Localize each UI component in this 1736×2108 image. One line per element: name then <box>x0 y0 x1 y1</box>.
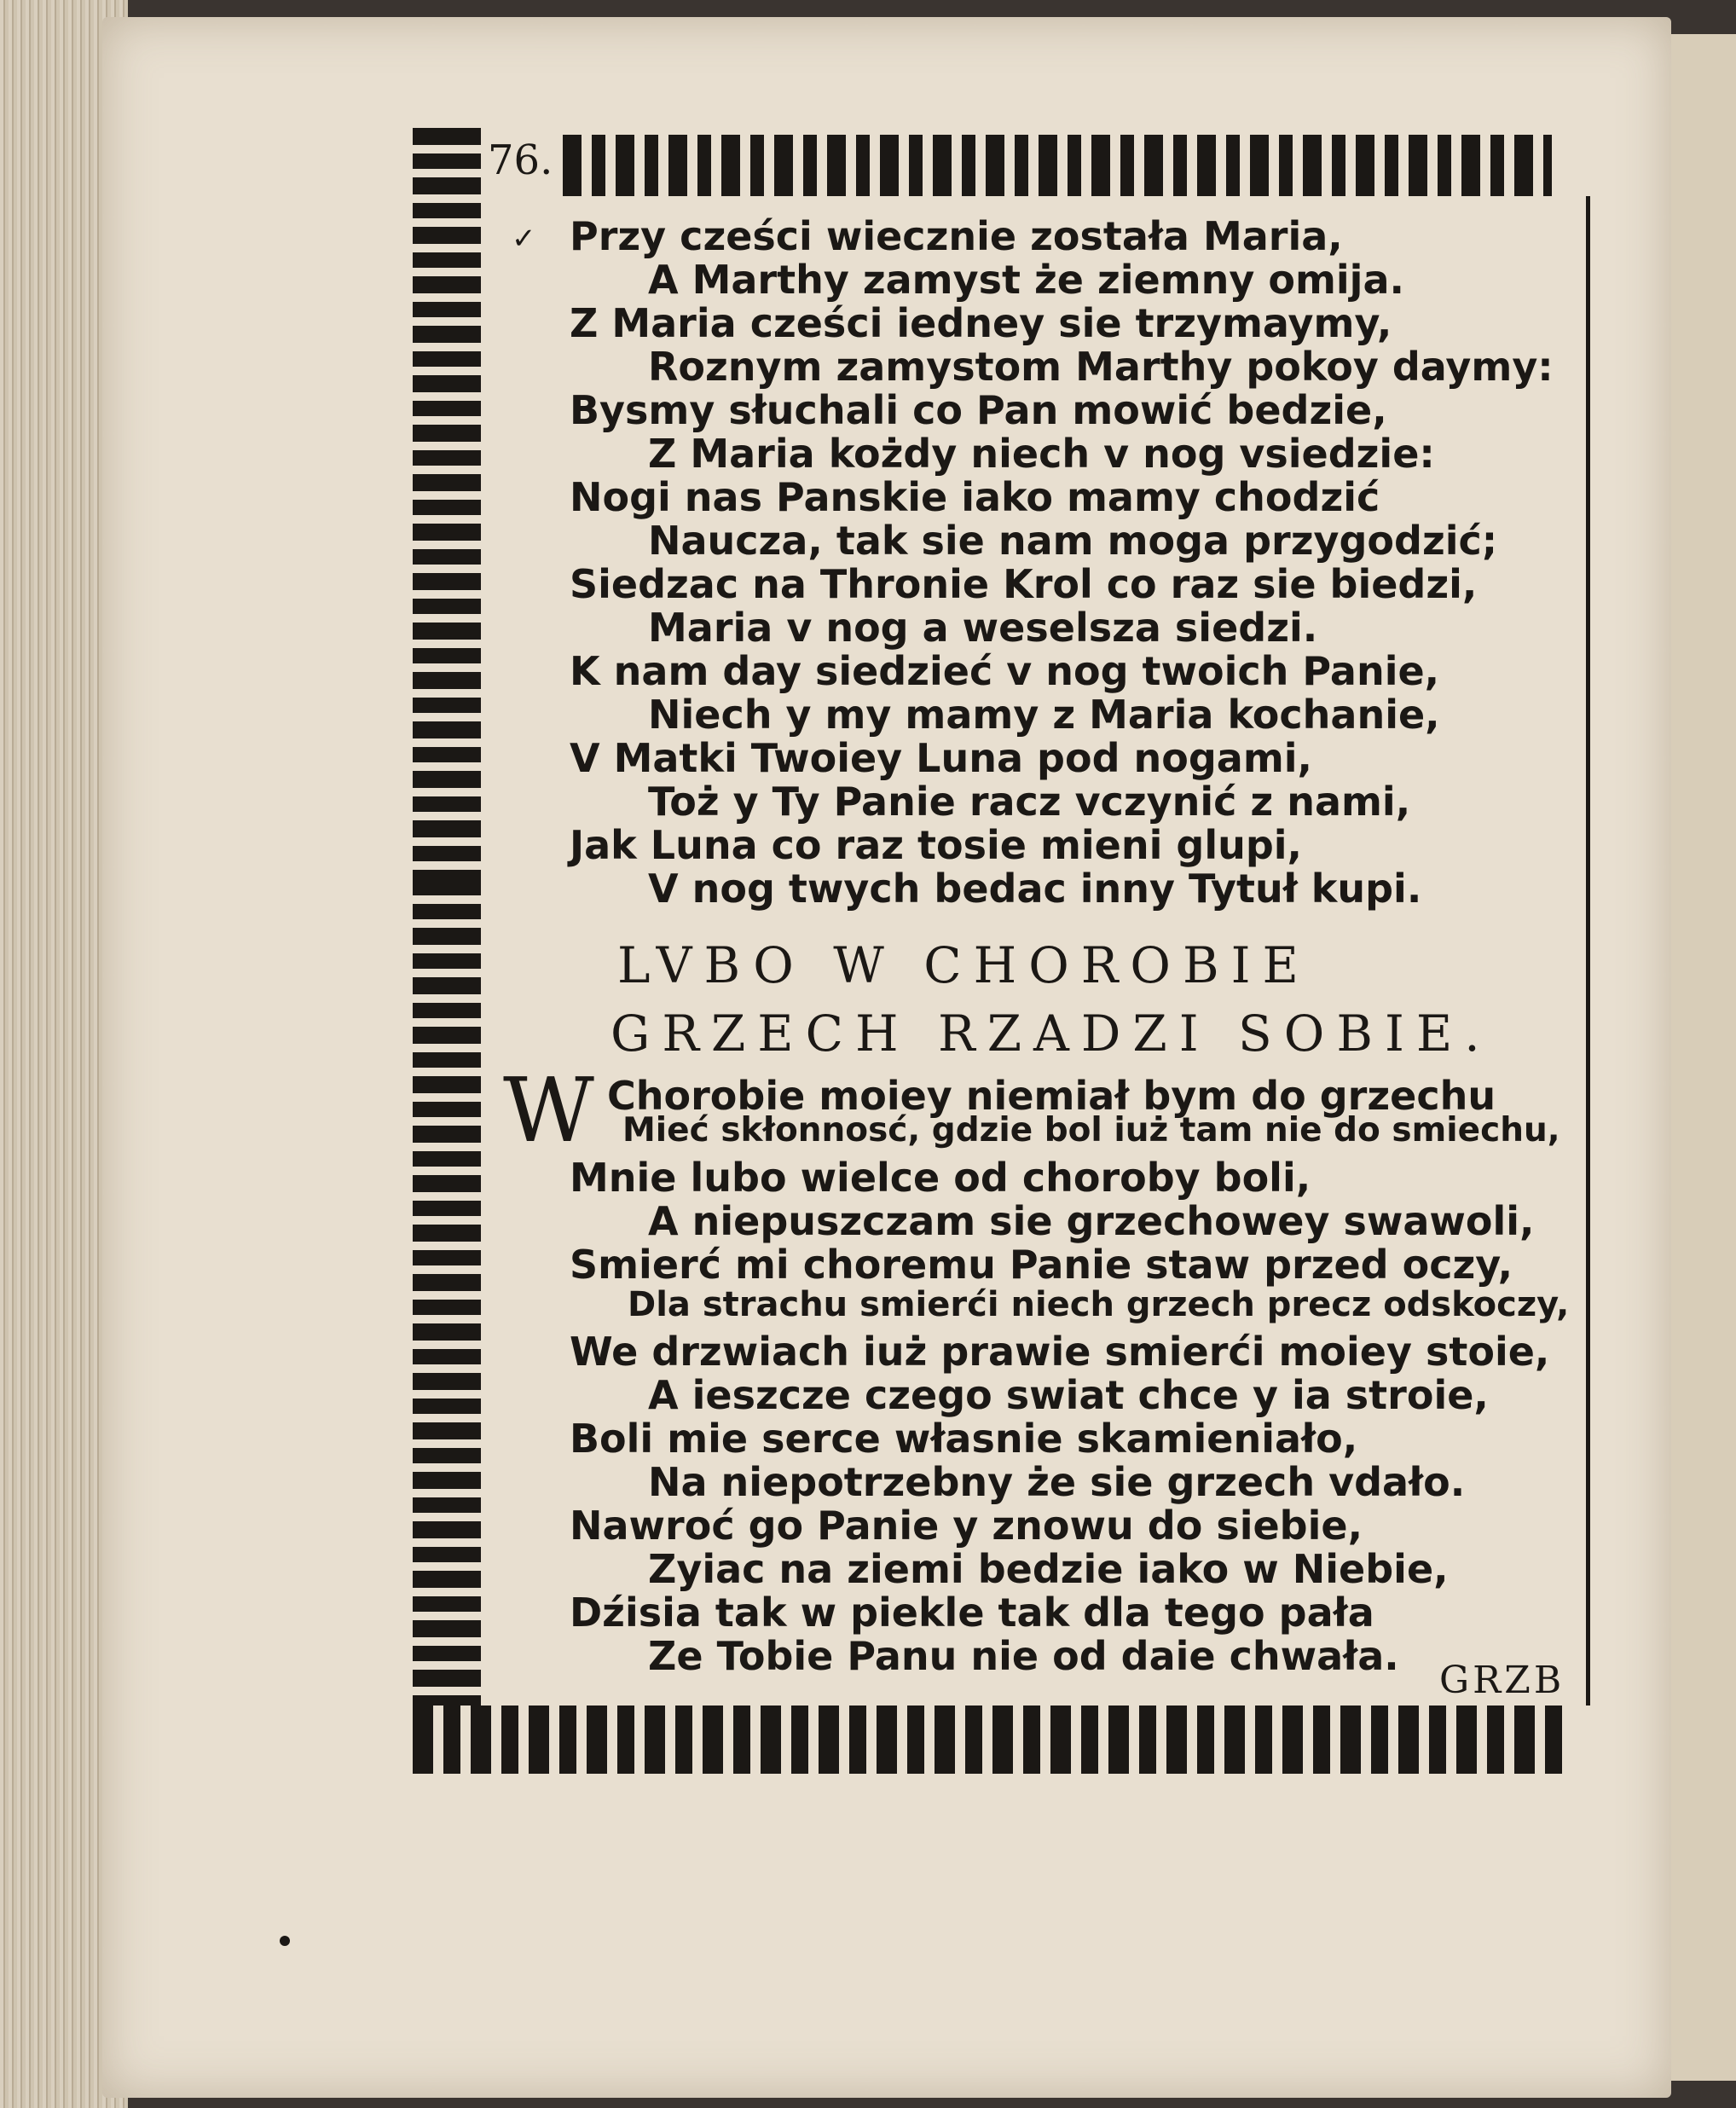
verse-line: Chorobie moiey niemiał bym do grzechu <box>607 1073 1496 1119</box>
ornamental-border-top <box>563 135 1552 196</box>
ornamental-border-bottom <box>413 1706 1564 1774</box>
verse-line: Toż y Ty Panie racz vczynić z nami, <box>648 779 1411 825</box>
facing-page-edge <box>1671 34 1736 2081</box>
verse-line: Zyiac na ziemi bedzie iako w Niebie, <box>648 1546 1449 1592</box>
verse-line: Z Maria kożdy niech v nog vsiedzie: <box>648 431 1435 477</box>
verse-line: V Matki Twoiey Luna pod nogami, <box>570 735 1313 781</box>
vertical-rule-right <box>1586 196 1590 1706</box>
section-heading-line-2: GRZECH RZADZI SOBIE. <box>610 1005 1492 1063</box>
verse-line: Maria v nog a weselsza siedzi. <box>648 605 1318 651</box>
verse-line: Dźisia tak w piekle tak dla tego pała <box>570 1590 1374 1636</box>
verse-line: K nam day siedzieć v nog twoich Panie, <box>570 648 1440 694</box>
ornamental-border-left-upper <box>413 128 481 878</box>
section-heading-line-1: LVBO W CHOROBIE <box>617 936 1311 994</box>
verse-line: Jak Luna co raz tosie mieni glupi, <box>570 822 1303 868</box>
verse-line: Mieć skłonnosć, gdzie bol iuż tam nie do smiechu, <box>622 1111 1560 1150</box>
verse-line: V nog twych bedac inny Tytuł kupi. <box>648 866 1422 912</box>
verse-line: Boli mie serce własnie skamieniało, <box>570 1416 1358 1462</box>
verse-line: Nogi nas Panskie iako mamy chodzić <box>570 474 1380 520</box>
verse-line: A Marthy zamyst że ziemny omija. <box>648 257 1404 303</box>
verse-line: Ze Tobie Panu nie od daie chwała. <box>648 1633 1399 1679</box>
verse-line: Smierć mi choremu Panie staw przed oczy, <box>570 1242 1513 1288</box>
verse-line: Siedzac na Thronie Krol co raz sie biedzi, <box>570 561 1478 607</box>
verse-mark: ✓ <box>512 222 536 256</box>
verse-line: Dla strachu smierći niech grzech precz odskoczy, <box>628 1285 1570 1324</box>
drop-capital: W <box>503 1058 594 1162</box>
catchword: GRZB <box>1439 1659 1565 1702</box>
verse-line: Z Maria cześci iedney sie trzymaymy, <box>570 300 1392 346</box>
verse-line: Przy cześci wiecznie została Maria, <box>570 213 1343 259</box>
verse-line: Na niepotrzebny że sie grzech vdało. <box>648 1459 1466 1505</box>
ornamental-border-left-lower <box>413 878 481 1731</box>
verse-line: Naucza, tak sie nam moga przygodzić; <box>648 518 1498 564</box>
ink-speck <box>280 1936 290 1946</box>
verse-line: Nawroć go Panie y znowu do siebie, <box>570 1503 1363 1549</box>
verse-line: A niepuszczam sie grzechowey swawoli, <box>648 1198 1535 1244</box>
verse-line: Bysmy słuchali co Pan mowić bedzie, <box>570 387 1387 433</box>
verse-line: Niech y my mamy z Maria kochanie, <box>648 692 1440 738</box>
verse-line: We drzwiach iuż prawie smierći moiey stoie, <box>570 1329 1550 1375</box>
verse-line: Roznym zamystom Marthy pokoy daymy: <box>648 344 1554 390</box>
verse-line: A ieszcze czego swiat chce y ia stroie, <box>648 1372 1489 1418</box>
verse-line: Mnie lubo wielce od choroby boli, <box>570 1155 1311 1201</box>
page-number: 76. <box>488 136 553 184</box>
